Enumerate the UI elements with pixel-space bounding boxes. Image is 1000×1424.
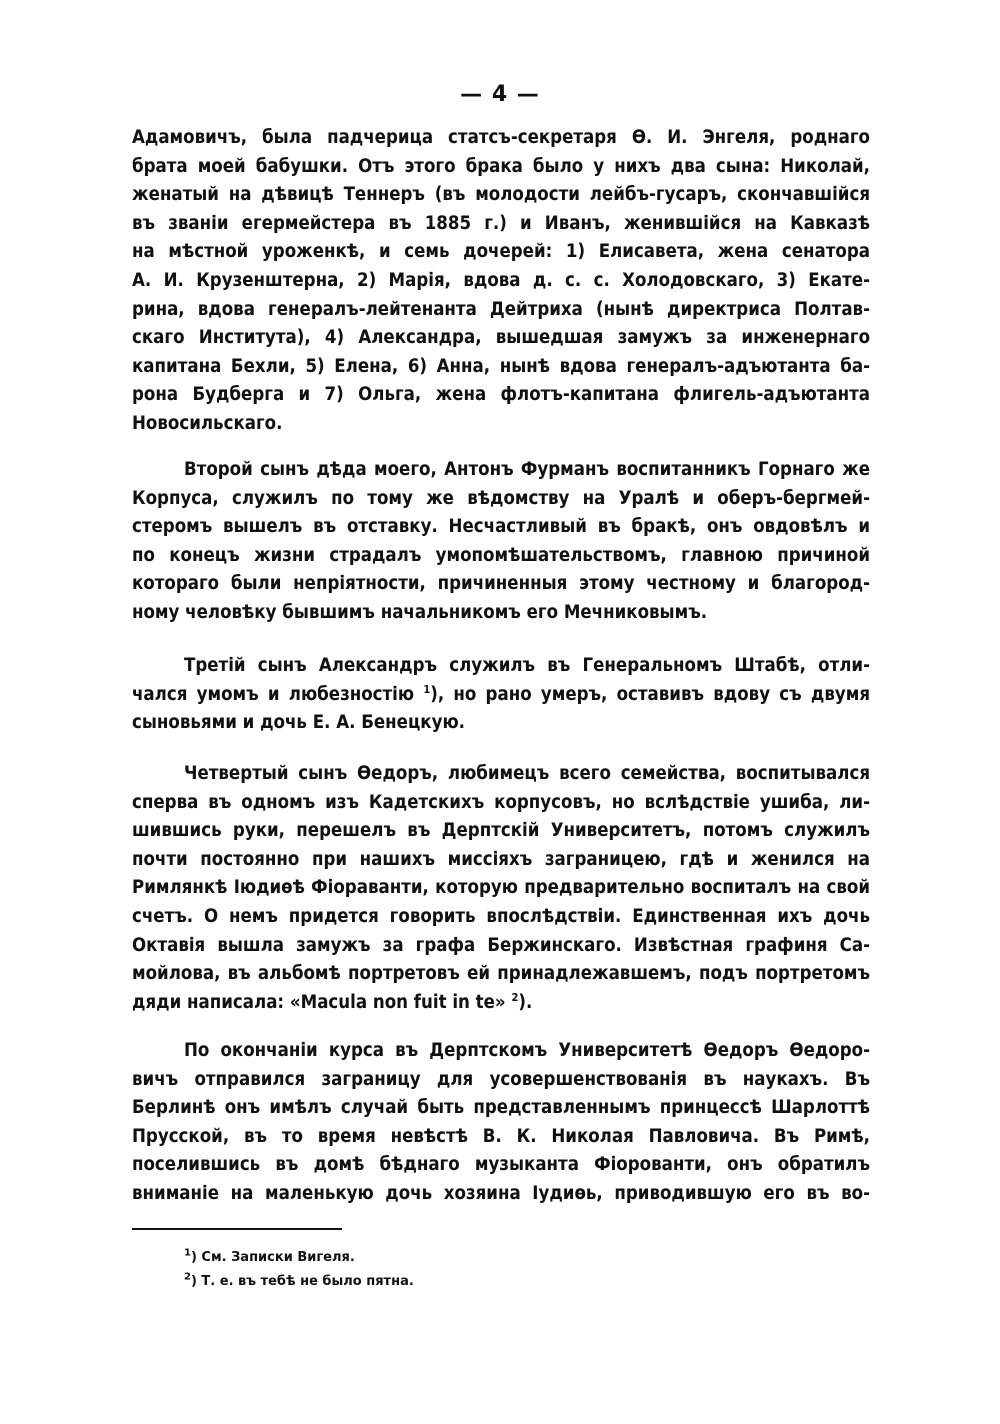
text-line: ному человѣку бывшимъ начальникомъ его Мечниковымъ.: [132, 601, 708, 623]
text-line: капитана Бехли, 5) Елена, 6) Анна, нынѣ вдова генералъ-адъютанта ба-: [132, 355, 870, 377]
text-line: брата моей бабушки. Отъ этого брака было у нихъ два сына: Николай,: [132, 155, 870, 177]
text-line: сыновьями и дочь Е. А. Бенецкую.: [132, 712, 465, 734]
text-line: вниманіе на маленькую дочь хозяина Іудиѳь, приводившую его въ во-: [132, 1182, 870, 1204]
text-line: поселившись въ домѣ бѣднаго музыканта Фіорованти, онъ обратилъ: [132, 1154, 870, 1176]
paragraph-5: [132, 1037, 870, 1209]
footnote-ref: 2: [511, 990, 519, 1004]
text-line: сперва въ одномъ изъ Кадетскихъ корпусовъ, но вслѣдствіе ушиба, ли-: [132, 791, 870, 813]
footnote-item: [184, 1246, 414, 1270]
page-number: — 4 —: [460, 82, 540, 107]
text-line: [132, 989, 870, 1018]
text-line: А. И. Крузенштерна, 2) Марія, вдова д. с. с. Холодовскаго, 3) Екате-: [132, 269, 870, 291]
text-line: скаго Института), 4) Александра, вышедшая замужъ за инженернаго: [132, 327, 870, 349]
footnote-text: ) Т. е. въ тебѣ не было пятна.: [190, 1274, 414, 1289]
footnote-item: [184, 1270, 414, 1294]
paragraph-4: [132, 760, 870, 1017]
text-line: Корпуса, служилъ по тому же вѣдомству на Уралѣ и оберъ-бергмей-: [132, 487, 870, 509]
footnote-text: ) См. Записки Вигеля.: [190, 1250, 355, 1265]
text-line: Третій сынъ Александръ служилъ въ Генеральномъ Штабѣ, отли-: [184, 655, 870, 676]
text-line: вичъ отправился заграницу для усовершенствованія въ наукахъ. Въ: [132, 1068, 870, 1090]
text-fragment: ).: [518, 991, 533, 1013]
text-line: на мѣстной уроженкѣ, и семь дочерей: 1) Елисавета, жена сенатора: [132, 241, 870, 263]
footnote-ref: 1: [423, 682, 431, 696]
text-line: шившись руки, перешелъ въ Дерптскій Университетъ, потомъ служилъ: [132, 820, 870, 842]
text-line: [132, 681, 870, 710]
text-line: мойлова, въ альбомѣ портретовъ ей принадлежавшемъ, подъ портретомъ: [132, 963, 870, 985]
text-line: рона Будберга и 7) Ольга, жена флотъ-капитана флигель-адъютанта: [132, 384, 870, 406]
text-line: По окончаніи курса въ Дерптскомъ Университетѣ Ѳедоръ Ѳедоро-: [184, 1040, 870, 1061]
footnotes: [184, 1246, 414, 1294]
footnote-mark: 1: [184, 1247, 191, 1259]
text-line: котораго были непріятности, причиненныя этому честному и благород-: [132, 573, 870, 595]
text-fragment: чался умомъ и любезностію: [132, 683, 415, 705]
footnote-mark: 2: [184, 1271, 191, 1283]
text-fragment: ), но рано умеръ, оставивъ вдову съ двумя: [430, 683, 871, 705]
text-line: почти постоянно при нашихъ миссіяхъ заграницею, гдѣ и женился на: [132, 848, 870, 870]
text-line: Октавія вышла замужъ за графа Бержинскаго. Извѣстная графиня Са-: [132, 934, 870, 956]
text-line: рина, вдова генералъ-лейтенанта Дейтриха (нынѣ директриса Полтав-: [132, 298, 870, 320]
text-line: Второй сынъ дѣда моего, Антонъ Фурманъ воспитанникъ Горнаго же: [184, 459, 870, 480]
footnote-divider: [132, 1228, 342, 1230]
paragraph-1: [132, 124, 870, 439]
text-fragment: дяди написала: «Macula non fuit in te»: [132, 991, 506, 1013]
text-line: Римлянкѣ Іюдиѳѣ Фіораванти, которую предварительно воспиталъ на свой: [132, 877, 870, 899]
text-line: стеромъ вышелъ въ отставку. Несчастливый въ бракѣ, онъ овдовѣлъ и: [132, 516, 870, 538]
text-line: Четвертый сынъ Ѳедоръ, любимецъ всего семейства, воспитывался: [184, 763, 870, 784]
text-line: Новосильскаго.: [132, 412, 283, 434]
text-line: женатый на дѣвицѣ Теннеръ (въ молодости лейбъ-гусаръ, скончавшійся: [132, 184, 870, 206]
text-line: Берлинѣ онъ имѣлъ случай быть представленнымъ принцессѣ Шарлоттѣ: [132, 1097, 870, 1119]
text-line: счетъ. О немъ придется говорить впослѣдствіи. Единственная ихъ дочь: [132, 905, 870, 927]
text-line: Прусской, въ то время невѣстѣ В. К. Николая Павловича. Въ Римѣ,: [132, 1125, 870, 1147]
text-line: по конецъ жизни страдалъ умопомѣшательствомъ, главною причиной: [132, 544, 870, 566]
text-line: въ званіи егермейстера въ 1885 г.) и Иванъ, женившійся на Кавказѣ: [132, 212, 870, 234]
text-line: Адамовичъ, была падчерица статсъ-секретаря Ѳ. И. Энгеля, роднаго: [132, 127, 870, 148]
paragraph-3: [132, 652, 870, 738]
paragraph-2: [132, 456, 870, 628]
